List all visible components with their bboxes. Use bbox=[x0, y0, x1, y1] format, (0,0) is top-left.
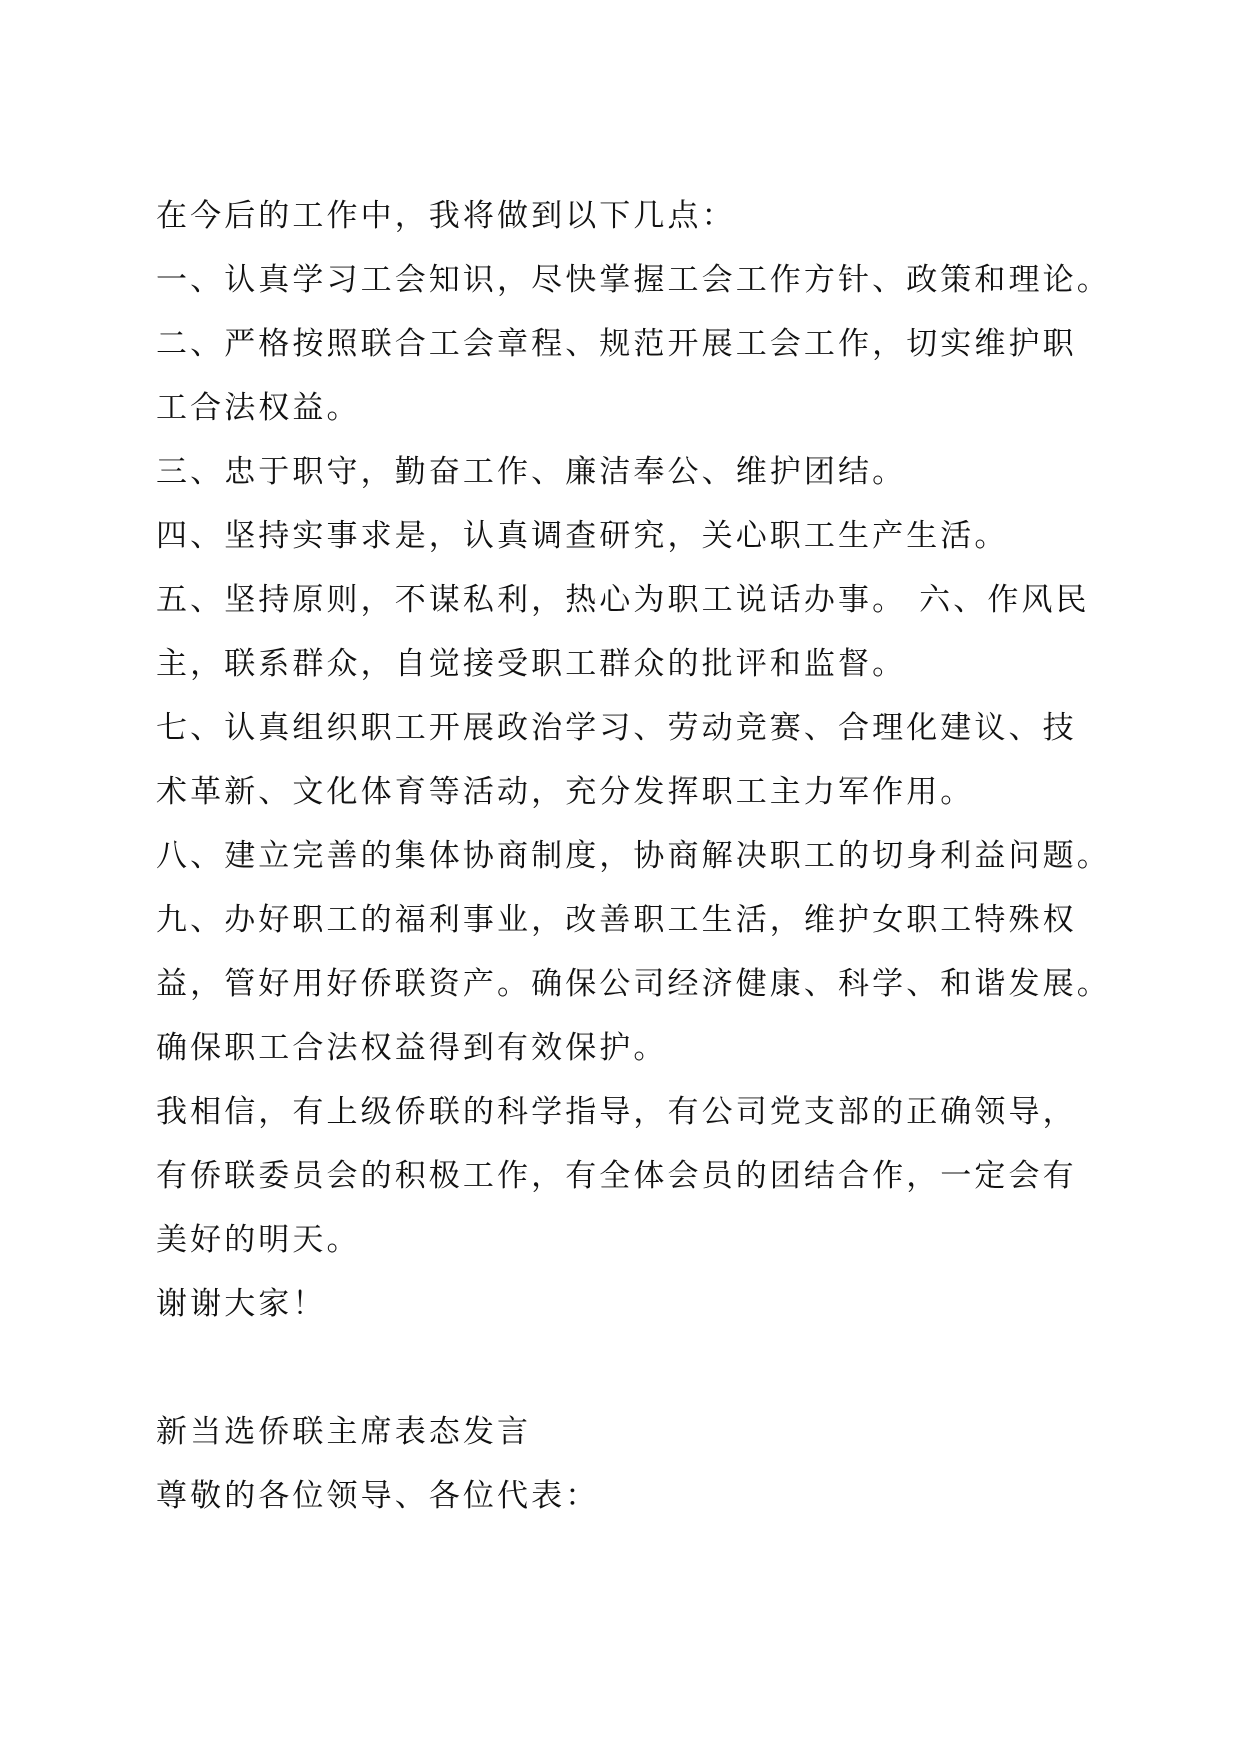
text-line: 九、办好职工的福利事业，改善职工生活，维护女职工特殊权 bbox=[156, 902, 1077, 938]
text-line: 益，管好用好侨联资产。确保公司经济健康、科学、和谐发展。 bbox=[156, 966, 1111, 1002]
text-line: 五、坚持原则，不谋私利，热心为职工说话办事。 六、作风民 bbox=[156, 582, 1090, 618]
text-line: 术革新、文化体育等活动，充分发挥职工主力军作用。 bbox=[156, 774, 975, 810]
text-line: 四、坚持实事求是，认真调查研究，关心职工生产生活。 bbox=[156, 518, 1009, 554]
text-line: 七、认真组织职工开展政治学习、劳动竞赛、合理化建议、技 bbox=[156, 710, 1077, 746]
text-line: 确保职工合法权益得到有效保护。 bbox=[156, 1030, 668, 1066]
text-line: 工合法权益。 bbox=[156, 390, 361, 426]
text-line: 八、建立完善的集体协商制度，协商解决职工的切身利益问题。 bbox=[156, 838, 1111, 874]
section-title: 新当选侨联主席表态发言 bbox=[156, 1414, 532, 1450]
text-line: 我相信，有上级侨联的科学指导，有公司党支部的正确领导， bbox=[156, 1094, 1077, 1130]
text-line: 谢谢大家！ bbox=[156, 1286, 327, 1322]
text-line: 在今后的工作中，我将做到以下几点： bbox=[156, 198, 736, 234]
salutation: 尊敬的各位领导、各位代表： bbox=[156, 1478, 600, 1514]
text-line: 主，联系群众，自觉接受职工群众的批评和监督。 bbox=[156, 646, 907, 682]
text-line: 有侨联委员会的积极工作，有全体会员的团结合作，一定会有 bbox=[156, 1158, 1077, 1194]
text-line: 三、忠于职守，勤奋工作、廉洁奉公、维护团结。 bbox=[156, 454, 907, 490]
text-line: 美好的明天。 bbox=[156, 1222, 361, 1258]
text-line: 一、认真学习工会知识，尽快掌握工会工作方针、政策和理论。 bbox=[156, 262, 1111, 298]
text-line: 二、严格按照联合工会章程、规范开展工会工作，切实维护职 bbox=[156, 326, 1077, 362]
